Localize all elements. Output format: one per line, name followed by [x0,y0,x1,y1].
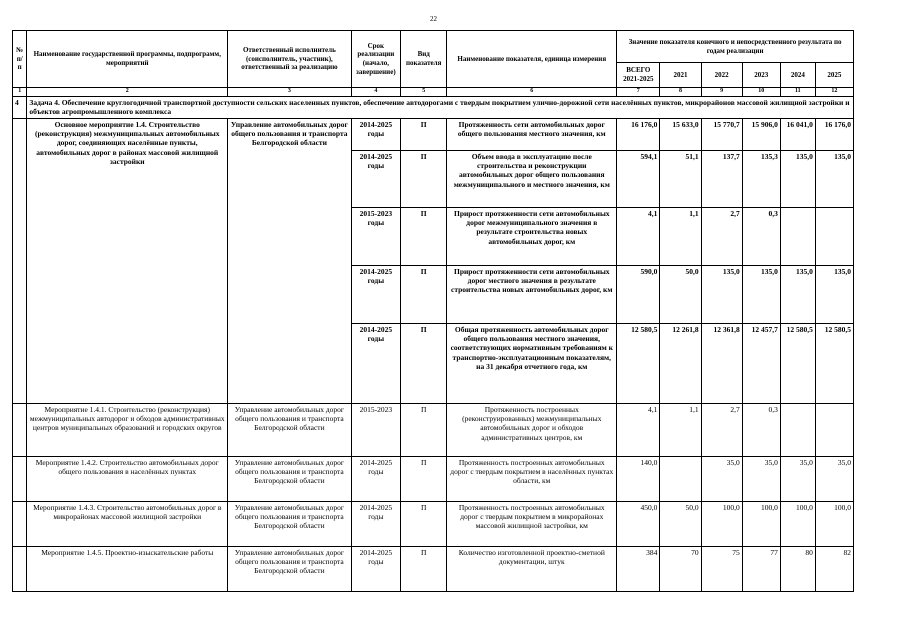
indicator-type: П [401,150,447,207]
column-number: 4 [351,88,400,97]
indicator-value: 12 361,8 [701,323,742,403]
event-num-cell [13,546,27,591]
column-number: 7 [617,88,660,97]
page-number: 22 [430,15,437,23]
event-value: 384 [617,546,660,591]
indicator-type: П [401,207,447,265]
indicator-term: 2015-2023 годы [351,207,400,265]
event-name: Мероприятие 1.4.3. Строительство автомобильных дорог в микрорайонах массовой жилищной застройки [27,501,228,546]
header-year: 2021 [660,63,701,88]
indicator-term: 2014-2025 годы [351,323,400,403]
indicator-value: 12 261,8 [660,323,701,403]
indicator-value: 15 770,7 [701,118,742,150]
indicator-value: 16 176,0 [815,118,853,150]
event-value: 35,0 [701,456,742,501]
header-indicator: Наименование показателя, единица измерения [447,31,617,88]
event-responsible: Управление автомобильных дорог общего пользования и транспорта Белгородской области [228,403,352,456]
event-value: 1,1 [660,403,701,456]
indicator-value: 135,0 [815,150,853,207]
event-name: Мероприятие 1.4.5. Проектно-изыскательские работы [27,546,228,591]
event-responsible: Управление автомобильных дорог общего пользования и транспорта Белгородской области [228,501,352,546]
indicator-value: 12 580,5 [617,323,660,403]
indicator-value: 15 906,0 [742,118,780,150]
indicator-name: Прирост протяженности сети автомобильных дорог местного значения в результате строительства новых автомобильных дорог, км [447,265,617,323]
event-indicator: Количество изготовленной проектно-сметной документации, штук [447,546,617,591]
event-value [780,403,815,456]
event-value: 100,0 [701,501,742,546]
indicators-table [12,30,854,592]
event-term: 2014-2025 годы [351,456,400,501]
column-number: 6 [447,88,617,97]
event-value: 140,0 [617,456,660,501]
header-type: Вид показателя [401,31,447,88]
column-number: 2 [27,88,228,97]
column-number: 5 [401,88,447,97]
event-type: П [401,456,447,501]
indicator-term: 2014-2025 годы [351,118,400,150]
indicator-value: 12 580,5 [780,323,815,403]
event-value [660,456,701,501]
indicator-value: 1,1 [660,207,701,265]
event-value: 450,0 [617,501,660,546]
event-num-cell [13,456,27,501]
event-name: Мероприятие 1.4.1. Строительство (реконструкция) межмуниципальных автодорог и обходов административных центров муниципальных образований и городских округов [27,403,228,456]
indicator-value: 51,1 [660,150,701,207]
column-number: 10 [742,88,780,97]
event-responsible: Управление автомобильных дорог общего пользования и транспорта Белгородской области [228,546,352,591]
main-event-num-cell [13,118,27,403]
indicator-value: 135,0 [780,265,815,323]
indicator-value: 135,0 [815,265,853,323]
header-year: 2023 [742,63,780,88]
column-number: 12 [815,88,853,97]
event-value: 35,0 [815,456,853,501]
column-number: 8 [660,88,701,97]
event-num-cell [13,501,27,546]
event-term: 2014-2025 годы [351,501,400,546]
event-value: 35,0 [742,456,780,501]
event-indicator: Протяженность построенных автомобильных дорог с твердым покрытием в микрорайонах массовой жилищной застройки, км [447,501,617,546]
event-value: 77 [742,546,780,591]
event-value: 100,0 [815,501,853,546]
main-event-name: Основное мероприятие 1.4. Строительство (реконструкция) межмуниципальных автомобильных дорог, соединяющих населённые пункты, автомобильных дорог в районах массовой жилищной застройки [27,118,228,403]
event-value: 4,1 [617,403,660,456]
indicator-value: 135,0 [742,265,780,323]
header-responsible: Ответственный исполнитель (соисполнитель, участник), ответственный за реализацию [228,31,352,88]
indicator-type: П [401,323,447,403]
indicator-value: 135,0 [780,150,815,207]
event-type: П [401,403,447,456]
indicator-value: 12 580,5 [815,323,853,403]
event-num-cell [13,403,27,456]
indicator-value: 4,1 [617,207,660,265]
event-type: П [401,501,447,546]
indicator-term: 2014-2025 годы [351,265,400,323]
event-value [815,403,853,456]
indicator-term: 2014-2025 годы [351,150,400,207]
indicator-value: 16 041,0 [780,118,815,150]
column-number: 3 [228,88,352,97]
header-num: № п/п [13,31,27,88]
event-value: 82 [815,546,853,591]
event-value: 100,0 [742,501,780,546]
event-value: 80 [780,546,815,591]
indicator-value: 2,7 [701,207,742,265]
event-responsible: Управление автомобильных дорог общего пользования и транспорта Белгородской области [228,456,352,501]
event-value: 75 [701,546,742,591]
indicator-value: 137,7 [701,150,742,207]
event-indicator: Протяженность построенных автомобильных дорог с твердым покрытием в населённых пунктах области, км [447,456,617,501]
header-year-total: ВСЕГО 2021-2025 [617,63,660,88]
event-term: 2015-2023 [351,403,400,456]
indicator-type: П [401,265,447,323]
event-value: 70 [660,546,701,591]
column-number: 1 [13,88,27,97]
header-name: Наименование государственной программы, подпрограмм, мероприятий [27,31,228,88]
event-term: 2014-2025 годы [351,546,400,591]
indicator-name: Общая протяженность автомобильных дорог общего пользования местного значения, соответствующих нормативным требованиям к транспортно-эксплуатационным показателям, на 31 декабря отчетного года, км [447,323,617,403]
indicator-type: П [401,118,447,150]
indicator-value: 16 176,0 [617,118,660,150]
indicator-name: Протяженность сети автомобильных дорог общего пользования местного значения, км [447,118,617,150]
header-term: Срок реализации (начало, завершение) [351,31,400,88]
indicator-name: Прирост протяженности сети автомобильных дорог межмуниципального значения в результате строительства новых автомобильных дорог, км [447,207,617,265]
indicator-value: 594,1 [617,150,660,207]
indicator-value [780,207,815,265]
event-value: 0,3 [742,403,780,456]
task-title: Задача 4. Обеспечение круглогодичной транспортной доступности сельских населенных пунктов, обеспечение автодорогами с твердым покрытием улично-дорожной сети населённых пунктов, микрорайонов массовой жилищной застройки и объектов агропромышленного комплекса [27,96,854,118]
header-year: 2022 [701,63,742,88]
event-value: 35,0 [780,456,815,501]
header-year: 2025 [815,63,853,88]
event-value: 100,0 [780,501,815,546]
task-number: 4 [13,96,27,118]
indicator-value: 590,0 [617,265,660,323]
event-type: П [401,546,447,591]
indicator-value: 12 457,7 [742,323,780,403]
event-name: Мероприятие 1.4.2. Строительство автомобильных дорог общего пользования в населённых пунктах [27,456,228,501]
header-year: 2024 [780,63,815,88]
column-number: 9 [701,88,742,97]
indicator-value: 0,3 [742,207,780,265]
event-value: 50,0 [660,501,701,546]
indicator-value: 50,0 [660,265,701,323]
indicator-name: Объем ввода в эксплуатацию после строительства и реконструкции автомобильных дорог общего пользования межмуниципального и местного значения, км [447,150,617,207]
indicator-value: 135,3 [742,150,780,207]
indicator-value: 135,0 [701,265,742,323]
event-indicator: Протяженность построенных (реконструированных) межмуниципальных автомобильных дорог и обходов административных центров, км [447,403,617,456]
header-values: Значение показателя конечного и непосредственного результата по годам реализации [617,31,854,63]
indicator-value: 15 633,0 [660,118,701,150]
column-number: 11 [780,88,815,97]
event-value: 2,7 [701,403,742,456]
indicator-value [815,207,853,265]
main-event-responsible: Управление автомобильных дорог общего пользования и транспорта Белгородской области [228,118,352,403]
